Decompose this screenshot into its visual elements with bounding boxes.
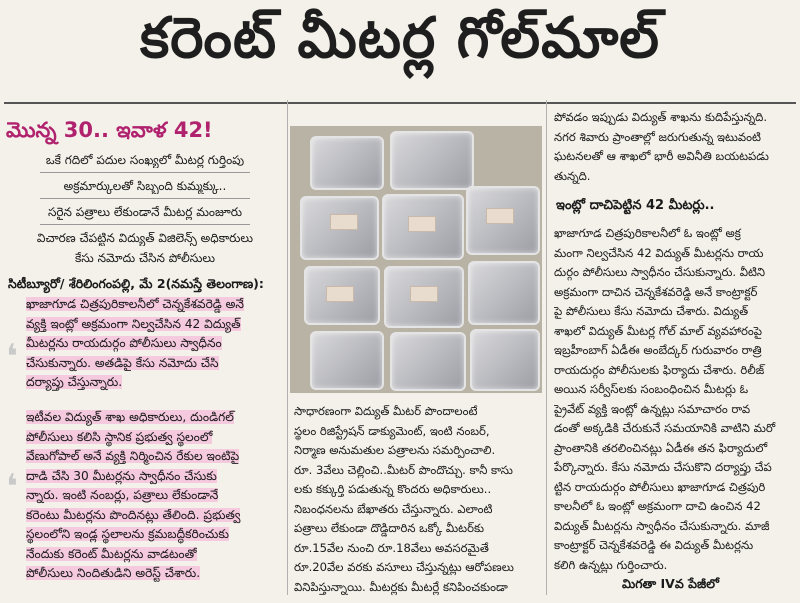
text-line: పోలీసులు కలిసి స్థానిక ప్రభుత్వ స్థలంలో: [26, 429, 213, 444]
text-line: పోలీసులు నిందితుడిని అరెస్ట్ చేశారు.: [26, 566, 201, 580]
deck-divider: [40, 172, 250, 173]
text-line: పోవడం ఇప్పుడు విద్యుత్ శాఖను కుదిపేస్తున్నది.: [554, 110, 768, 124]
text-line: దర్యాప్తు చేస్తున్నారు.: [26, 375, 123, 389]
text-line: పై పోలీసులు కేసు నమోదు చేశారు. విద్యుత్: [554, 304, 749, 318]
continued-on-page[interactable]: మిగతా IVవ పేజీలో: [622, 576, 719, 591]
text-line: కలిగి ఉన్నట్లు గుర్తించారు.: [554, 557, 668, 572]
col2-text: [294, 402, 542, 598]
photo-stacked-meters: [290, 126, 542, 393]
text-line: చేసుకున్నారు. అతడిపై కేసు నమోదు చేసి: [26, 355, 219, 370]
headline: కరెంట్ మీటర్ల గోల్‌మాల్: [140, 5, 660, 71]
text-line: ట్టిన రాయదుర్గం పోలీసులు ఖాజాగూడ చిత్రపురి: [554, 479, 766, 494]
deck-divider: [40, 198, 250, 199]
text-line: నిబంధనలను బేఖాతరు చేస్తున్నారు. ఎలాంటి: [294, 501, 493, 516]
text-line: నిర్మాణ అనుమతుల పత్రాలను సమర్పించాలి.: [294, 443, 496, 457]
text-line: న్నారు. ఇంటి నంబర్లు, పత్రాలు లేకుండానే: [26, 488, 219, 502]
text-line: రూ.15వేల నుంచి రూ.18వేలు అవసరమైతే: [294, 540, 489, 555]
text-line: రూ.20వేల వరకు వసూలు చేస్తున్నట్లు ఆరోపణలు: [294, 560, 514, 574]
text-line: ప్రైవేట్ వ్యక్తి ఇంట్లో ఉన్నట్లు సమాచారం రావ: [554, 401, 751, 416]
text-line: వేణుగోపాల్ అనే వ్యక్తి నిర్మించిన రేకుల ఇంటిపై: [26, 449, 240, 463]
text-line: ఇటీవల విద్యుత్ శాఖ అధికారులు, దుండిగల్: [26, 410, 234, 424]
deck-line-4: విచారణ చేపట్టిన విద్యుత్ విజిలెన్స్ అధికారులు: [36, 231, 254, 245]
text-line: రూ. 3వేలు చెల్లించి..మీటర్ పొందొచ్చు. కానీ కాసు: [294, 462, 513, 477]
subhead-2: ఇంట్లో దాచిపెట్టిన 42 మీటర్లు..: [556, 198, 715, 213]
text-line: ఘటనలతో ఆ శాఖలో భారీ అవినీతి బయటపడు: [554, 149, 769, 163]
text-line: స్థలం రిజిస్ట్రేషన్ డాక్యుమెంట్, ఇంటి నంబర్,: [294, 423, 490, 438]
dateline: సిటీబ్యూరో/ శేరిలింగంపల్లి, మే 2(నమస్తే తెలంగాణ):: [8, 276, 264, 291]
text-line: అక్రమంగా దాచిన చెన్నకేశవరెడ్డి అనే కాంట్రాక్టర్: [554, 284, 758, 299]
text-line: దుర్గం పోలీసులు స్వాధీనం చేసుకున్నారు. వీటిని: [554, 265, 766, 279]
subhead: మొన్న 30.. ఇవాళ 42!: [6, 118, 213, 142]
text-line: డంతో అక్కడికి చేరుకునే సమయానికి వాటిని మరో: [554, 421, 776, 435]
text-line: కరెంటు మీటర్లను పొందినట్లు తేలింది. ప్రభుత్వ: [26, 507, 241, 522]
deck-line-1: ఒకే గదిలో పదుల సంఖ్యలో మీటర్ల గుర్తింపు: [45, 153, 245, 167]
text-line: మంగా నిల్వచేసిన 42 విద్యుత్ మీటర్లను రాయ: [554, 245, 764, 260]
text-line: నేందుకు కరెంట్ మీటర్లను వాడటంతో: [26, 546, 197, 561]
text-line: ఇబ్రహీంబాగ్ ఏడీఈ అంబేద్కర్ గురువారం రాత్రి: [554, 343, 762, 357]
text-line: స్థలంలోని ఇండ్ల స్థలాలను క్రమబద్ధీకరించుకు: [26, 527, 229, 541]
text-line: విద్యుత్ మీటర్లను స్వాధీనం చేసుకున్నారు. మాజీ: [554, 518, 770, 533]
text-line: రాయదుర్గం పోలీసులకు ఫిర్యాదు చేశారు. రిలీజ్: [554, 362, 765, 377]
deck-line-5: కేసు నమోదు చేసిన పోలీసులు: [74, 251, 216, 265]
quote-mark-icon: ❛: [6, 337, 18, 377]
column-divider: [546, 100, 547, 595]
deck-line-3: సరైన పత్రాలు లేకుండానే మీటర్ల మంజూరు: [47, 205, 243, 219]
text-line: ఖాజాగూడ చిత్రపురికాలనీలో ఓ ఇంట్లో అక్ర: [554, 226, 741, 240]
column-divider: [287, 100, 288, 595]
text-line: ఖాజాగూడ చిత్రపురికాలనీలో చెన్నకేశవరెడ్డి అనే: [26, 297, 244, 311]
text-line: ప్రాంతానికి తరలించినట్లు ఏడీఈ తన ఫిర్యాదులో: [554, 440, 768, 455]
text-line: తున్నది.: [554, 168, 591, 183]
text-line: కాలనీలో ఓ ఇంట్లో అక్రమంగా దాచి ఉంచిన 42: [554, 499, 761, 513]
text-line: పత్రాలు లేకుండా దొడ్డిదారిన ఒక్కో మీటర్‌కు: [294, 521, 485, 535]
text-line: సాధారణంగా విద్యుత్ మీటర్ పొందాలంటే: [294, 404, 478, 418]
text-line: వినిపిస్తున్నాయి. మీటర్లకు మీటర్లే కనిపించకుండా: [294, 579, 508, 594]
text-line: పేర్కొన్నారు. కేసు నమోదు చేసుకొని దర్యాప్తు చేప: [554, 460, 772, 474]
quote-mark-icon: ❛: [6, 467, 18, 507]
text-line: దాడి చేసి 30 మీటర్లను స్వాధీనం చేసుకు: [26, 468, 217, 483]
text-line: మీటర్లను రాయదుర్గం పోలీసులు స్వాధీనం: [26, 336, 222, 350]
col3-top-text: [554, 108, 792, 194]
deck-divider: [40, 224, 250, 225]
text-line: వ్యక్తి ఇంట్లో అక్రమంగా నిల్వచేసిన 42 విద్యుత్: [26, 316, 241, 331]
text-line: అయిన సర్వీస్‌లకు సంబంధించిన మీటర్లు ఓ: [554, 382, 749, 396]
text-line: నగర శివారు ప్రాంతాల్లో జరుగుతున్న ఇటువంటి: [554, 129, 762, 144]
col1-paragraph-2: [26, 408, 284, 588]
headline-rule: [4, 102, 796, 104]
deck-line-2: అక్రమార్కులతో సిబ్బంది కుమ్మక్కు..: [63, 179, 227, 193]
col3-text: [554, 224, 792, 574]
text-line: శాఖలో విద్యుత్ మీటర్ల గోల్ మాల్ వ్యవహారంపై: [554, 323, 762, 338]
col1-paragraph-1: [26, 295, 284, 395]
text-line: లకు కక్కుర్తి పడుతున్న కొందరు అధికారులు..: [294, 482, 492, 496]
text-line: కాంట్రాక్టర్ చెన్నకేశవరెడ్డి ఈ విద్యుత్ మీటర్లను: [554, 538, 754, 552]
